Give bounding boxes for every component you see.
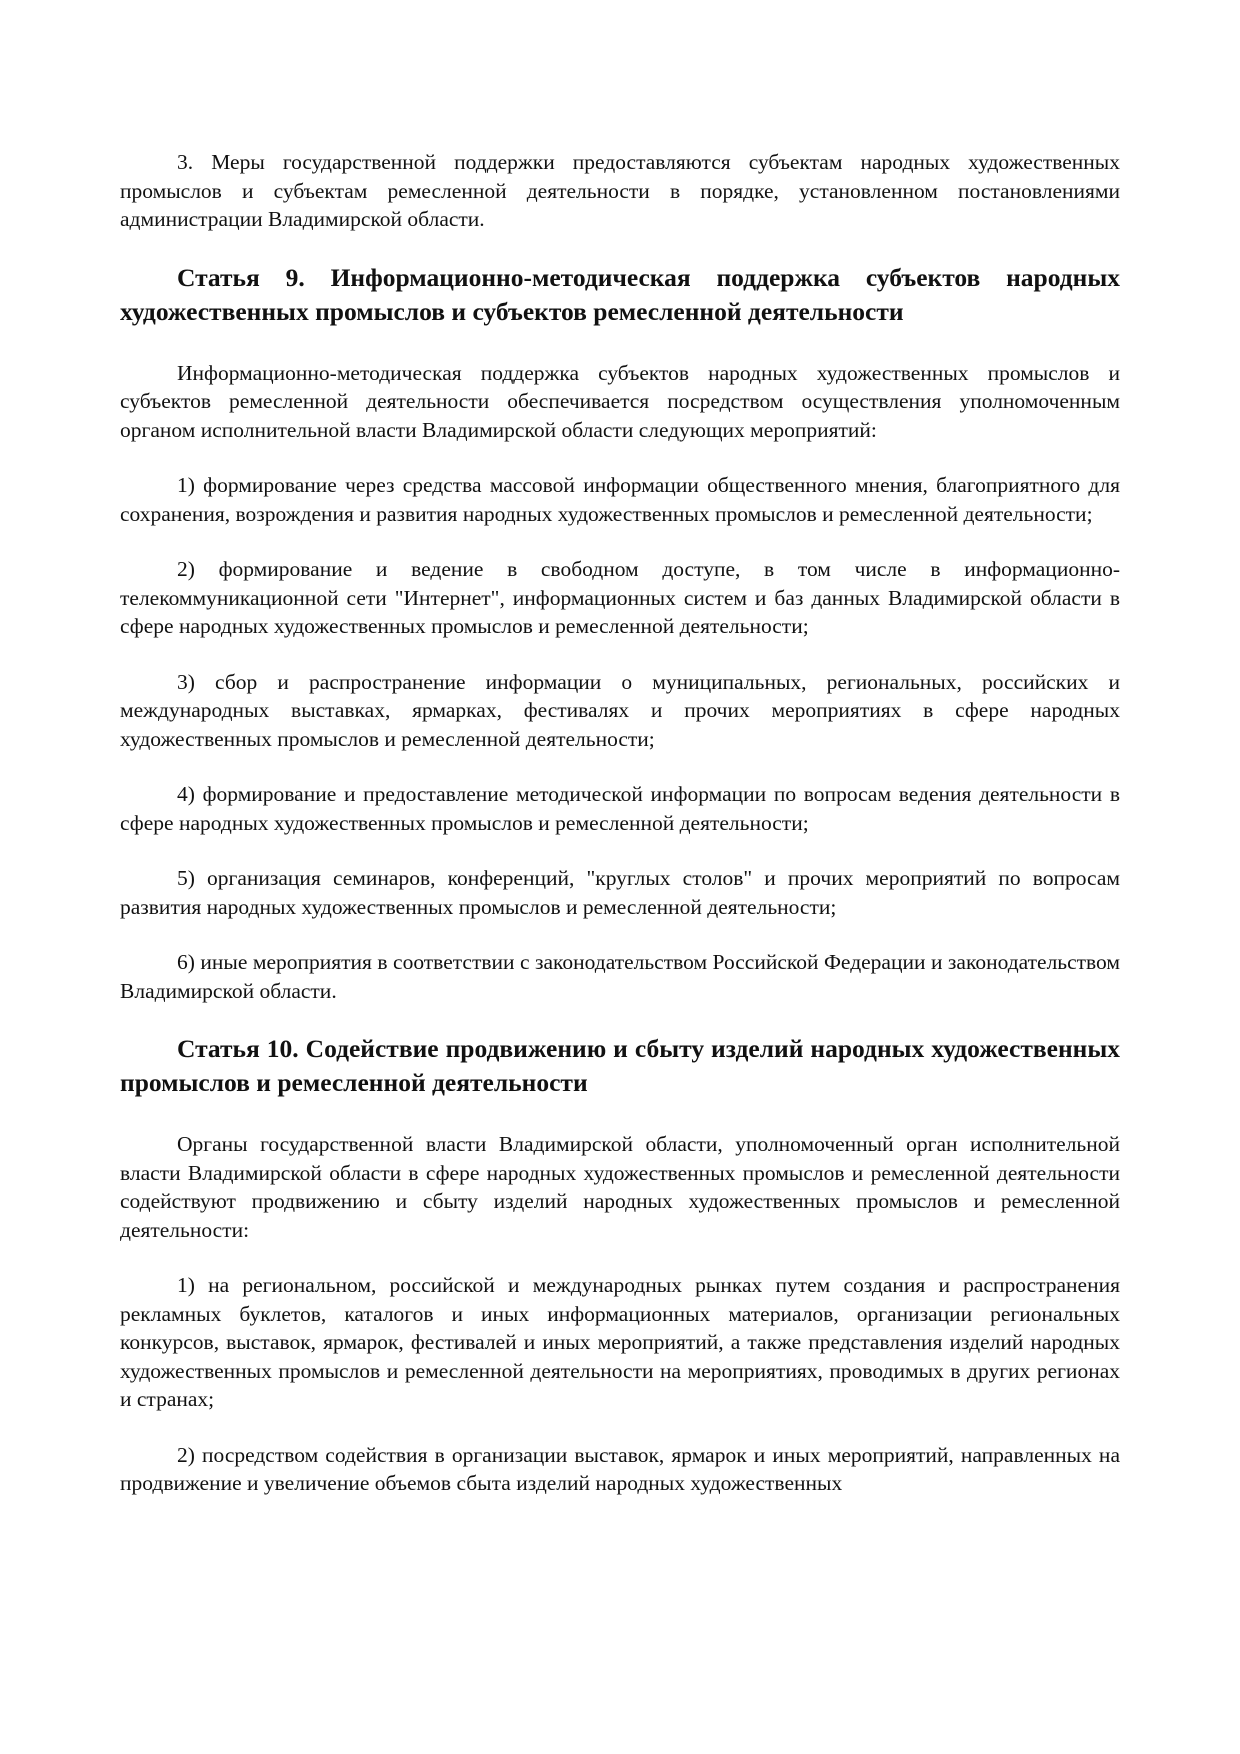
article-10-item-2: 2) посредством содействия в организации выставок, ярмарок и иных мероприятий, направленных на продвижение и увеличение объемов сбыта изделий народных художественных — [120, 1442, 1120, 1495]
article-9-item-6: 6) иные мероприятия в соответствии с законодательством Российской Федерации и законодательством Владимирской области. — [120, 950, 1120, 1003]
article-9-item-5: 5) организация семинаров, конференций, "круглых столов" и прочих мероприятий по вопросам развития народных художественных промыслов и ремесленной деятельности; — [120, 866, 1120, 919]
article-10-intro: Органы государственной власти Владимирской области, уполномоченный орган исполнительной власти Владимирской области в сфере народных художественных промыслов и ремесленной деятельности содействуют продвижению и сбыту изделий народных художественных промыслов и ремесленной деятельности: — [120, 1132, 1120, 1242]
paragraph-3-state-support: 3. Меры государственной поддержки предоставляются субъектам народных художественных промыслов и субъектам ремесленной деятельности в порядке, установленном постановлениями администрации Владимирской области. — [120, 150, 1120, 231]
article-10-title: Статья 10. Содействие продвижению и сбыту изделий народных художественных промыслов и ремесленной деятельности — [120, 1034, 1120, 1097]
document-page — [120, 148, 1120, 1525]
article-9-title: Статья 9. Информационно-методическая поддержка субъектов народных художественных промыслов и субъектов ремесленной деятельности — [120, 262, 1120, 326]
article-9-intro: Информационно-методическая поддержка субъектов народных художественных промыслов и субъектов ремесленной деятельности обеспечивается посредством осуществления уполномоченным органом исполнительной власти Владимирской области следующих мероприятий: — [120, 360, 1120, 442]
article-9-item-2: 2) формирование и ведение в свободном доступе, в том числе в информационно-телекоммуникационной сети "Интернет", информационных систем и баз данных Владимирской области в сфере народных художественных промыслов и ремесленной деятельности; — [120, 557, 1120, 638]
article-9-item-1: 1) формирование через средства массовой информации общественного мнения, благоприятного для сохранения, возрождения и развития народных художественных промыслов и ремесленной деятельности; — [120, 473, 1120, 526]
article-10-item-1: 1) на региональном, российской и международных рынках путем создания и распространения рекламных буклетов, каталогов и иных информационных материалов, организации региональных конкурсов, выставок, ярмарок, фестивалей и иных мероприятий, а также представления изделий народных художественных промыслов и ремесленной деятельности на мероприятиях, проводимых в других регионах и странах; — [120, 1273, 1120, 1411]
article-9-item-3: 3) сбор и распространение информации о муниципальных, региональных, российских и международных выставках, ярмарках, фестивалях и прочих мероприятиях в сфере народных художественных промыслов и ремесленной деятельности; — [120, 669, 1120, 751]
article-9-item-4: 4) формирование и предоставление методической информации по вопросам ведения деятельности в сфере народных художественных промыслов и ремесленной деятельности; — [120, 782, 1120, 835]
